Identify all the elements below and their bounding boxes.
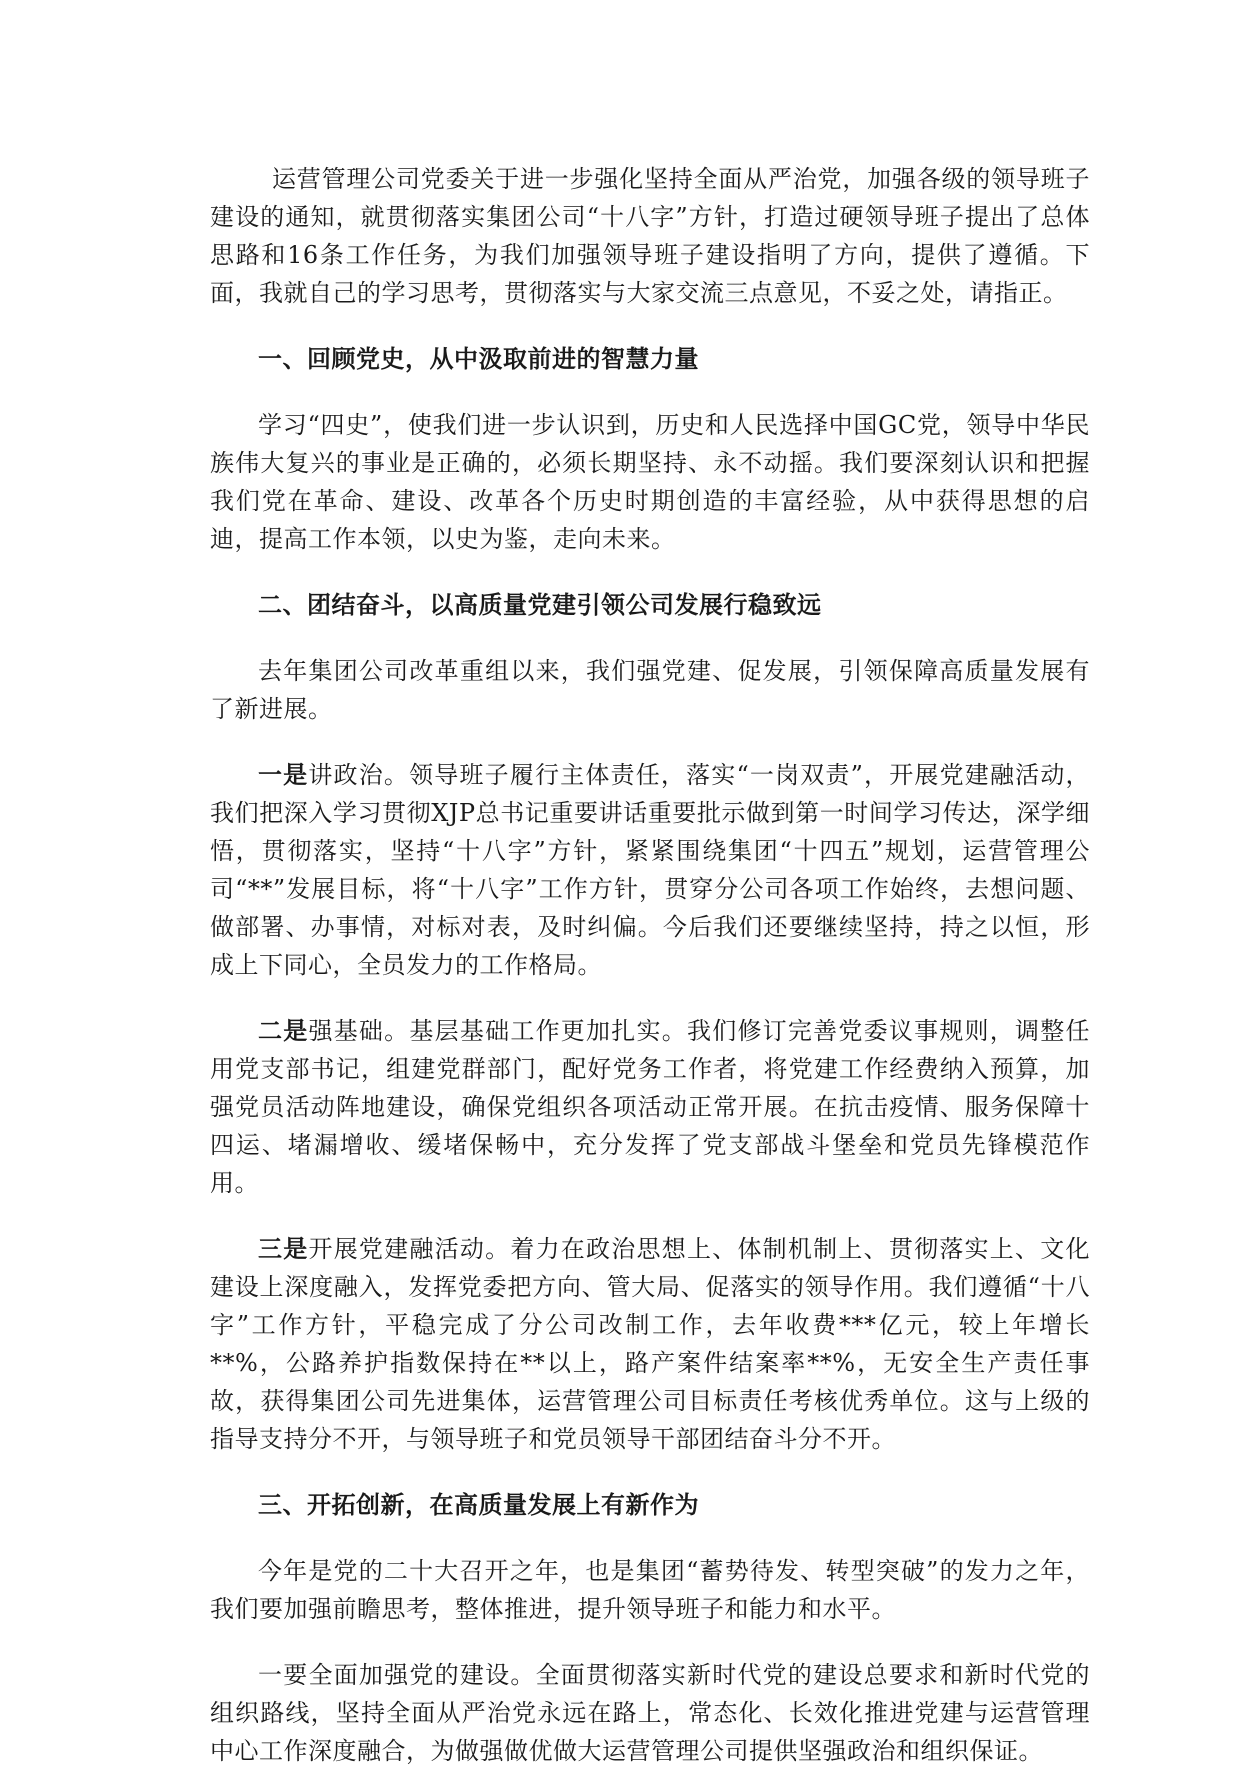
intro-paragraph: 运营管理公司党委关于进一步强化坚持全面从严治党，加强各级的领导班子建设的通知，就贯彻落实集团公司“十八字”方针，打造过硬领导班子提出了总体思路和16条工作任务，为我们加强领导班子建设指明了方向，提供了遵循。下面，我就自己的学习思考，贯彻落实与大家交流三点意见，不妥之处，请指正。 — [210, 165, 1090, 307]
section-3-heading: 三、开拓创新，在高质量发展上有新作为 — [258, 1490, 699, 1519]
section-2-item-1-paragraph — [210, 756, 1090, 984]
item-lead: 二是 — [258, 1016, 309, 1045]
item-lead: 一是 — [258, 760, 309, 789]
section-1-heading: 一、回顾党史，从中汲取前进的智慧力量 — [258, 344, 699, 373]
item-text: 讲政治。领导班子履行主体责任，落实“一岗双责”，开展党建融活动，我们把深入学习贯彻XJP总书记重要讲话重要批示做到第一时间学习传达，深学细悟，贯彻落实，坚持“十八字”方针，紧紧围绕集团“十四五”规划，运营管理公司“**”发展目标，将“十八字”工作方针，贯穿分公司各项工作始终，去想问题、做部署、办事情，对标对表，及时纠偏。今后我们还要继续坚持，持之以恒，形成上下同心，全员发力的工作格局。 — [210, 761, 1091, 979]
section-1-paragraph: 学习“四史”，使我们进一步认识到，历史和人民选择中国GC党，领导中华民族伟大复兴的事业是正确的，必须长期坚持、永不动摇。我们要深刻认识和把握我们党在革命、建设、改革各个历史时期创造的丰富经验，从中获得思想的启迪，提高工作本领，以史为鉴，走向未来。 — [210, 411, 1090, 553]
item-lead: 三是 — [258, 1234, 309, 1263]
item-text: 开展党建融活动。着力在政治思想上、体制机制上、贯彻落实上、文化建设上深度融入，发挥党委把方向、管大局、促落实的领导作用。我们遵循“十八字”工作方针，平稳完成了分公司改制工作，去年收费***亿元，较上年增长**%，公路养护指数保持在**以上，路产案件结案率**%，无安全生产责任事故，获得集团公司先进集体，运营管理公司目标责任考核优秀单位。这与上级的指导支持分不开，与领导班子和党员领导干部团结奋斗分不开。 — [210, 1235, 1090, 1453]
section-3-intro-paragraph: 今年是党的二十大召开之年，也是集团“蓄势待发、转型突破”的发力之年，我们要加强前瞻思考，整体推进，提升领导班子和能力和水平。 — [210, 1557, 1090, 1623]
item-text: 强基础。基层基础工作更加扎实。我们修订完善党委议事规则，调整任用党支部书记，组建党群部门，配好党务工作者，将党建工作经费纳入预算，加强党员活动阵地建设，确保党组织各项活动正常开展。在抗击疫情、服务保障十四运、堵漏增收、缓堵保畅中，充分发挥了党支部战斗堡垒和党员先锋模范作用。 — [210, 1017, 1090, 1197]
section-3-item-1-paragraph: 一要全面加强党的建设。全面贯彻落实新时代党的建设总要求和新时代党的组织路线，坚持全面从严治党永远在路上，常态化、长效化推进党建与运营管理中心工作深度融合，为做强做优做大运营管理公司提供坚强政治和组织保证。 — [210, 1661, 1090, 1765]
document-page — [210, 160, 1090, 1770]
section-2-intro-paragraph: 去年集团公司改革重组以来，我们强党建、促发展，引领保障高质量发展有了新进展。 — [210, 657, 1090, 723]
section-2-item-3-paragraph — [210, 1230, 1090, 1458]
section-2-heading: 二、团结奋斗，以高质量党建引领公司发展行稳致远 — [258, 590, 822, 619]
section-2-item-2-paragraph — [210, 1012, 1090, 1202]
